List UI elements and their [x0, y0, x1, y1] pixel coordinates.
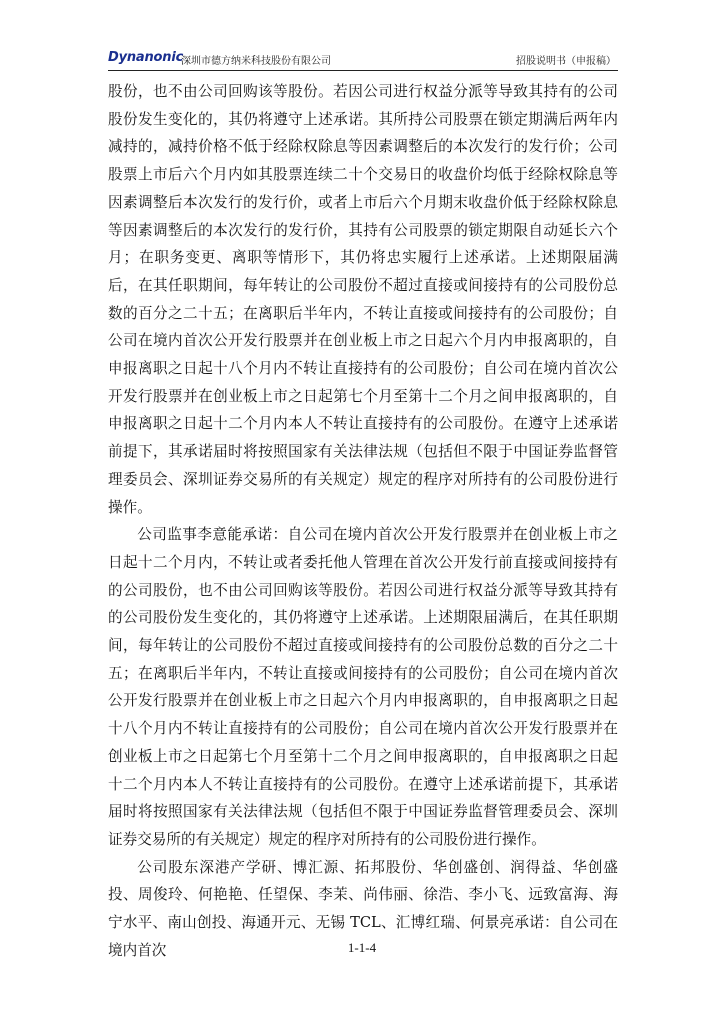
company-logo: Dynanonic	[108, 50, 184, 65]
page-number: 1-1-4	[347, 940, 377, 955]
paragraph-supervisor-commitment: 公司监事李意能承诺：自公司在境内首次公开发行股票并在创业板上市之日起十二个月内，不转让或者委托他人管理在首次公开发行前直接或间接持有的公司股份，也不由公司回购该等股份。若因公司进行权益分派等导致其持有的公司股份发生变化的，其仍将遵守上述承诺。上述期限届满后，在其任职期间，每年转让的公司股份不超过直接或间接持有的公司股份总数的百分之二十五；在离职后半年内，不转让直接或间接持有的公司股份；自公司在境内首次公开发行股票并在创业板上市之日起六个月内申报离职的，自申报离职之日起十八个月内不转让直接持有的公司股份；自公司在境内首次公开发行股票并在创业板上市之日起第七个月至第十二个月之间申报离职的，自申报离职之日起十二个月内本人不转让直接持有的公司股份。在遵守上述承诺前提下，其承诺届时将按照国家有关法律法规（包括但不限于中国证券监督管理委员会、深圳证券交易所的有关规定）规定的程序对所持有的公司股份进行操作。	[108, 526, 618, 848]
paragraph-continued: 股份，也不由公司回购该等股份。若因公司进行权益分派等导致其持有的公司股份发生变化的，其仍将遵守上述承诺。其所持公司股票在锁定期满后两年内减持的，减持价格不低于经除权除息等因素调整后的本次发行的发行价；公司股票上市后六个月内如其股票连续二十个交易日的收盘价均低于经除权除息等因素调整后本次发行的发行价，或者上市后六个月期末收盘价低于经除权除息等因素调整后的本次发行的发行价，其持有公司股票的锁定期限自动延长六个月；在职务变更、离职等情形下，其仍将忠实履行上述承诺。上述期限届满后，在其任职期间，每年转让的公司股份不超过直接或间接持有的公司股份总数的百分之二十五；在离职后半年内，不转让直接或间接持有的公司股份；自公司在境内首次公开发行股票并在创业板上市之日起六个月内申报离职的，自申报离职之日起十八个月内不转让直接持有的公司股份；自公司在境内首次公开发行股票并在创业板上市之日起第七个月至第十二个月之间申报离职的，自申报离职之日起十二个月内本人不转让直接持有的公司股份。在遵守上述承诺前提下，其承诺届时将按照国家有关法律法规（包括但不限于中国证券监督管理委员会、深圳证券交易所的有关规定）规定的程序对所持有的公司股份进行操作。	[108, 83, 618, 516]
paragraph-shareholders-commitment: 公司股东深港产学研、博汇源、拓邦股份、华创盛创、润得益、华创盛投、周俊玲、何艳艳、任望保、李茉、尚伟丽、徐浩、李小飞、远致富海、海宁水平、南山创投、海通开元、无锡 TCL、汇博红瑞、何景亮承诺：自公司在境内首次	[108, 858, 618, 959]
page-header	[108, 48, 618, 71]
document-title: 招股说明书（申报稿）	[516, 56, 616, 67]
company-name: 深圳市德方纳米科技股份有限公司	[181, 56, 331, 67]
document-body	[108, 78, 618, 965]
